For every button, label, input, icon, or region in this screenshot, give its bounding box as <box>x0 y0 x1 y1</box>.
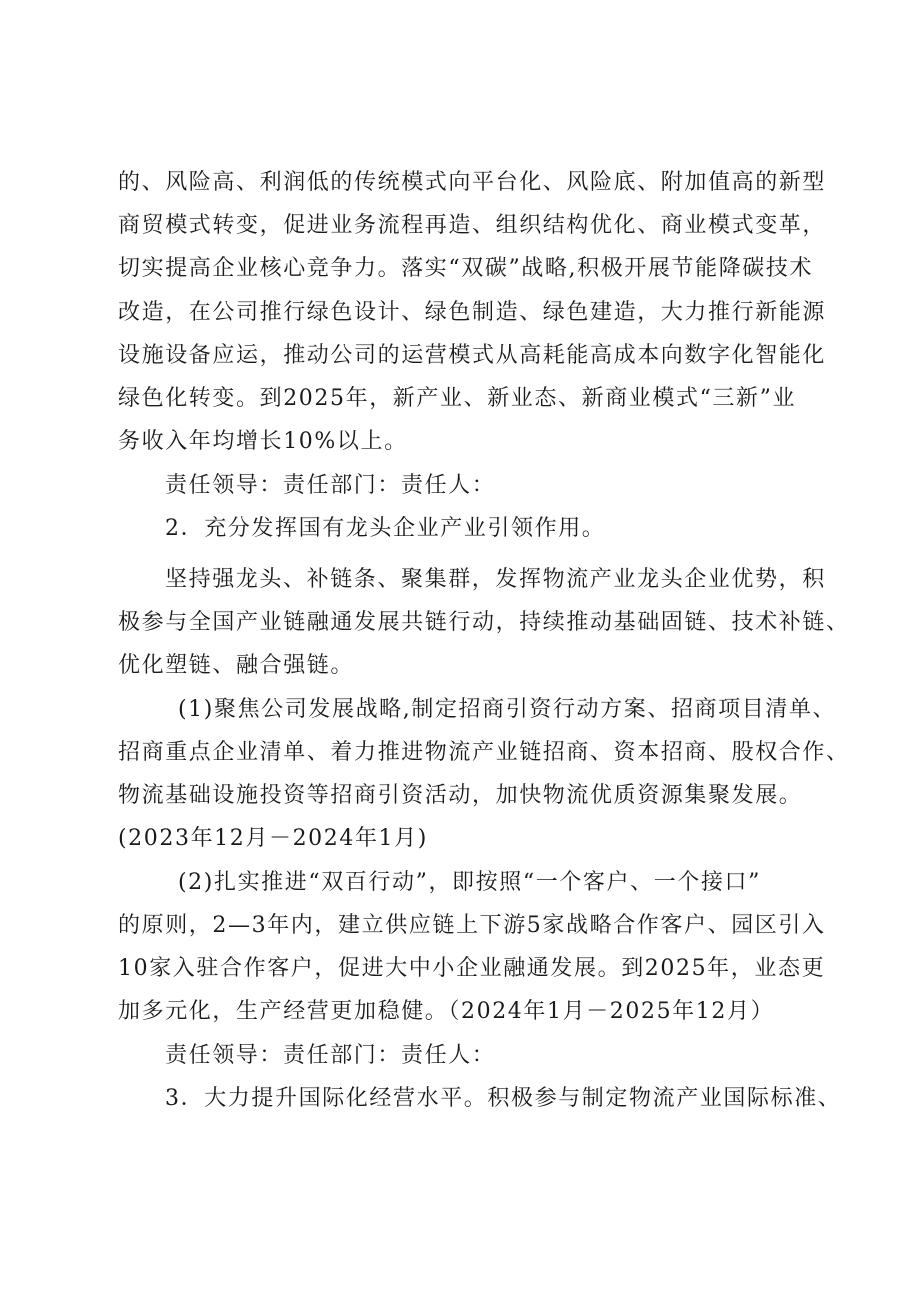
sub-item-line: (1)聚焦公司发展战略,制定招商引资行动方案、招商项目清单、 <box>178 697 837 722</box>
paragraph-line: 改造，在公司推行绿色设计、绿色制造、绿色建造，大力推行新能源 <box>118 300 827 325</box>
paragraph-line: 的原则，2—3年内，建立供应链上下游5家战略合作客户、园区引入 <box>118 913 826 938</box>
responsibility-line: 责任领导：责任部门：责任人： <box>165 1043 496 1068</box>
paragraph-line: 物流基础设施投资等招商引资活动，加快物流优质资源集聚发展。 <box>118 783 803 808</box>
section-heading: 2．充分发挥国有龙头企业产业引领作用。 <box>165 516 606 541</box>
paragraph-line: 加多元化，生产经营更加稳健。（2024年1月－2025年12月） <box>118 999 775 1024</box>
paragraph-line: 的、风险高、利润低的传统模式向平台化、风险底、附加值高的新型 <box>118 170 827 195</box>
paragraph-line: 商贸模式转变，促进业务流程再造、组织结构优化、商业模式变革， <box>118 213 827 238</box>
paragraph-line: 优化塑链、融合强链。 <box>118 653 355 678</box>
paragraph-line: 坚持强龙头、补链条、聚集群，发挥物流产业龙头企业优势，积 <box>165 567 826 592</box>
paragraph-line: 设施设备应运，推动公司的运营模式从高耗能高成本向数字化智能化 <box>118 343 827 368</box>
paragraph-line: 切实提高企业核心竞争力。落实“双碳”战略,积极开展节能降碳技术 <box>118 256 814 281</box>
responsibility-line: 责任领导：责任部门：责任人： <box>165 473 496 498</box>
paragraph-line: 绿色化转变。到2025年，新产业、新业态、新商业模式“三新”业 <box>118 386 797 411</box>
date-range-line: (2023年12月－2024年1月) <box>118 826 428 851</box>
section-heading: 3．大力提升国际化经营水平。积极参与制定物流产业国际标准、 <box>165 1086 842 1111</box>
paragraph-line: 招商重点企业清单、着力推进物流产业链招商、资本招商、股权合作、 <box>118 740 850 765</box>
paragraph-line: 务收入年均增长10%以上。 <box>118 429 408 454</box>
paragraph-line: 极参与全国产业链融通发展共链行动，持续推动基础固链、技术补链、 <box>118 610 850 635</box>
sub-item-line: (2)扎实推进“双百行动”，即按照“一个客户、一个接口” <box>178 870 761 895</box>
paragraph-line: 10家入驻合作客户，促进大中小企业融通发展。到2025年，业态更 <box>118 956 826 981</box>
